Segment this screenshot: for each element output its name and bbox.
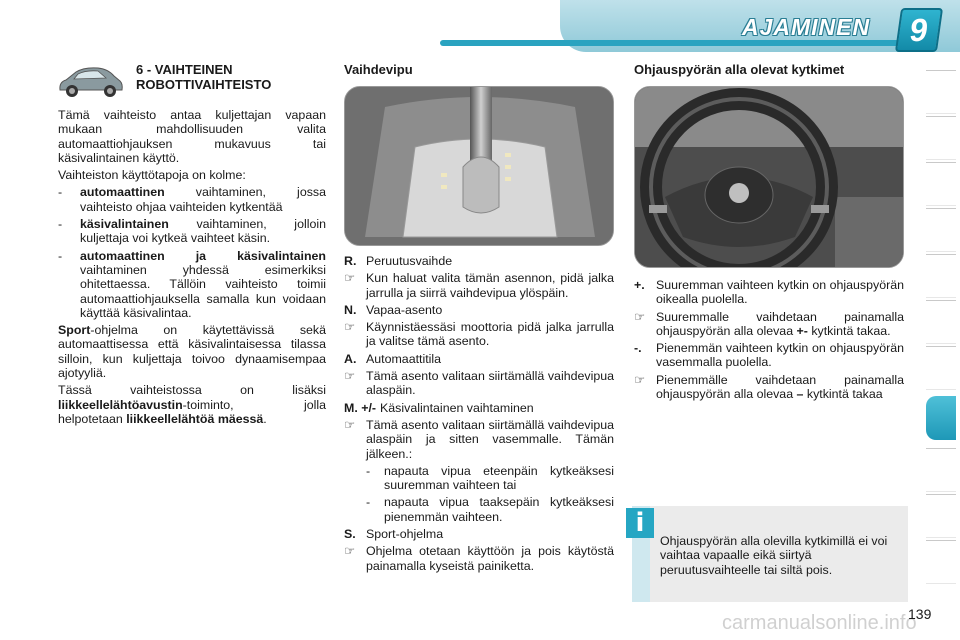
chapter-title: AJAMINEN <box>742 14 871 40</box>
gear-label: Vapaa-asento <box>366 302 443 317</box>
gear-key: A. <box>344 351 357 366</box>
column-right <box>634 278 904 404</box>
sport-term: Sport <box>58 323 91 338</box>
chapter-tab-12[interactable] <box>926 540 956 584</box>
hill-text-pre: Tässä vaihteistossa on lisäksi <box>58 383 326 398</box>
hand-pointer-icon: ☞ <box>634 372 646 387</box>
gear-entry-s <box>344 527 614 541</box>
mode-item-automatic <box>58 185 326 214</box>
sport-text: -ohjelma on käytettävissä sekä automaattisessa että käsivalintaisessa tilassa silloin, kun kuljettaja toivoo dynaamisempaa ajotyyliä. <box>58 323 326 381</box>
gear-bullet-text: Kun haluat valita tämän asennon, pidä jalka jarrulla ja siirrä vaihdevipua ylöspäin. <box>366 271 614 300</box>
chapter-tab-9-active[interactable] <box>926 396 956 440</box>
chapter-tab-7[interactable] <box>926 346 956 390</box>
switch-bullet-end: kytkintä takaa <box>803 387 883 402</box>
section-title <box>136 62 271 92</box>
switch-symbol: – <box>796 387 804 402</box>
chapter-tabs <box>926 70 960 630</box>
switch-bullet-text: Pienemmälle vaihdetaan painamalla ohjauspyörän alla olevaa <box>656 372 904 402</box>
hill-text-mid: -toiminto, jolla helpotetaan <box>58 397 326 426</box>
chapter-tab-2[interactable] <box>926 116 956 160</box>
hand-pointer-icon: ☞ <box>344 369 356 384</box>
hill-term: liikkeellelähtöavustin <box>58 397 183 412</box>
section-title-line2: ROBOTTIVAIHTEISTO <box>136 77 272 92</box>
hand-pointer-icon: ☞ <box>344 320 356 335</box>
column-left <box>58 108 326 429</box>
gear-key: S. <box>344 527 356 542</box>
switch-label: Pienemmän vaihteen kytkin on ohjauspyörän vasemmalla puolella. <box>656 341 904 370</box>
gear-entry-m <box>344 401 614 415</box>
dash-marker: - <box>366 463 371 478</box>
sub-item-text: napauta vipua taaksepäin kytkeäksesi pienemmän vaihteen. <box>384 495 614 524</box>
plus-switch-entry <box>634 278 904 307</box>
switch-bullet-text: Suuremmalle vaihdetaan painamalla ohjauspyörän alla olevaa <box>656 309 904 338</box>
gear-key: N. <box>344 302 357 317</box>
chapter-number: 9 <box>907 11 931 48</box>
switch-symbol: +- <box>796 323 808 338</box>
page-number: 139 <box>908 606 932 622</box>
hand-pointer-icon: ☞ <box>634 309 646 324</box>
gear-bullet-s <box>344 544 614 573</box>
gear-label: Peruutusvaihde <box>366 254 453 268</box>
mode-text: vaihtaminen, jossa vaihteisto ohjaa vaihteiden kytkentää <box>80 185 326 214</box>
dash-marker: - <box>58 185 63 200</box>
chapter-tab-5[interactable] <box>926 254 956 298</box>
chapter-tab-10[interactable] <box>926 448 956 492</box>
dash-marker: - <box>58 217 63 232</box>
modes-intro: Vaihteiston käyttötapoja on kolme: <box>58 168 246 183</box>
gear-entry-a <box>344 352 614 366</box>
paddle-switches-heading: Ohjauspyörän alla olevat kytkimet <box>634 62 845 77</box>
switch-bullet-end: kytkintä takaa. <box>807 323 891 338</box>
gear-key: M. +/- <box>344 400 377 415</box>
dash-marker: - <box>366 495 371 510</box>
gear-sub-item-up <box>344 464 614 493</box>
hill-text-end: . <box>263 411 267 426</box>
section-title-line1: 6 - VAIHTEINEN <box>136 62 233 77</box>
mode-name: käsivalintainen <box>80 217 169 232</box>
gear-label: Sport-ohjelma <box>366 527 444 542</box>
mode-name: automaattinen ja käsivalintainen <box>80 248 326 263</box>
steering-wheel-illustration <box>635 87 904 268</box>
hand-pointer-icon: ☞ <box>344 544 356 559</box>
gear-bullet-text: Ohjelma otetaan käyttöön ja pois käytöstä painamalla kyseistä painiketta. <box>366 544 614 573</box>
chapter-tab-3[interactable] <box>926 162 956 206</box>
chapter-tab-4[interactable] <box>926 208 956 252</box>
gear-bullet-r <box>344 271 614 300</box>
gear-bullet-m <box>344 418 614 461</box>
info-icon: i <box>626 508 654 538</box>
gear-entry-n <box>344 303 614 317</box>
switch-key: +. <box>634 278 645 292</box>
mode-item-combined <box>58 249 326 320</box>
sub-item-text: napauta vipua eteenpäin kytkeäksesi suuremman vaihteen tai <box>384 463 614 493</box>
steering-wheel-photo <box>634 86 904 268</box>
gear-lever-photo <box>344 86 614 246</box>
hill-assist-paragraph <box>58 383 326 426</box>
gear-bullet-text: Käynnistäessäsi moottoria pidä jalka jarrulla ja valitse tämä asento. <box>366 320 614 349</box>
gear-key: R. <box>344 254 357 268</box>
watermark-text: carmanualsonline.info <box>722 612 917 634</box>
switch-label: Suuremman vaihteen kytkin on ohjauspyörän oikealla puolella. <box>656 278 904 307</box>
minus-switch-bullet <box>634 373 904 402</box>
gear-label: Käsivalintainen vaihtaminen <box>380 400 534 415</box>
gear-bullet-text: Tämä asento valitaan siirtämällä vaihdevipua alaspäin ja sitten vasemmalle. Tämän jälkeen.: <box>366 417 614 461</box>
gear-label: Automaattitila <box>366 351 442 366</box>
hand-pointer-icon: ☞ <box>344 417 356 432</box>
car-icon <box>56 62 124 100</box>
gear-bullet-a <box>344 369 614 398</box>
sport-paragraph <box>58 323 326 380</box>
mode-item-manual <box>58 217 326 246</box>
switch-key: -. <box>634 341 642 356</box>
chapter-number-badge <box>895 8 943 52</box>
info-text: Ohjauspyörän alla olevilla kytkimillä ei voi vaihtaa vapaalle eikä siirtyä peruutusvaihteelle tai siltä pois. <box>660 534 888 577</box>
gear-bullet-n <box>344 320 614 349</box>
dash-marker: - <box>58 248 63 263</box>
hill-term-2: liikkeellelähtöä mäessä <box>126 411 264 426</box>
gear-sub-item-down <box>344 495 614 524</box>
gear-lever-heading: Vaihdevipu <box>344 62 413 77</box>
chapter-tab-11[interactable] <box>926 494 956 538</box>
gear-lever-illustration <box>345 87 614 246</box>
gear-entry-r <box>344 254 614 268</box>
gear-bullet-text: Tämä asento valitaan siirtämällä vaihdevipua alaspäin. <box>366 369 614 398</box>
minus-switch-entry <box>634 341 904 370</box>
mode-text: vaihtaminen yhdessä esimerkiksi ohitettaessa. Tällöin vaihteisto toimii automaattiohjauksella samalla kun voidaan käyttää käsivalintaa. <box>80 262 326 320</box>
chapter-tab-1[interactable] <box>926 70 956 114</box>
hand-pointer-icon: ☞ <box>344 271 356 286</box>
column-middle <box>344 254 614 576</box>
plus-switch-bullet <box>634 310 904 339</box>
intro-paragraph: Tämä vaihteisto antaa kuljettajan vapaan mukaan mahdollisuuden valita automaattiohjauksen mukavuus tai käsivalintainen käyttö. <box>58 108 326 165</box>
mode-text: vaihtaminen, jolloin kuljettaja voi kytkeä vaihteet käsin. <box>80 217 326 246</box>
mode-name: automaattinen <box>80 185 165 200</box>
chapter-tab-6[interactable] <box>926 300 956 344</box>
